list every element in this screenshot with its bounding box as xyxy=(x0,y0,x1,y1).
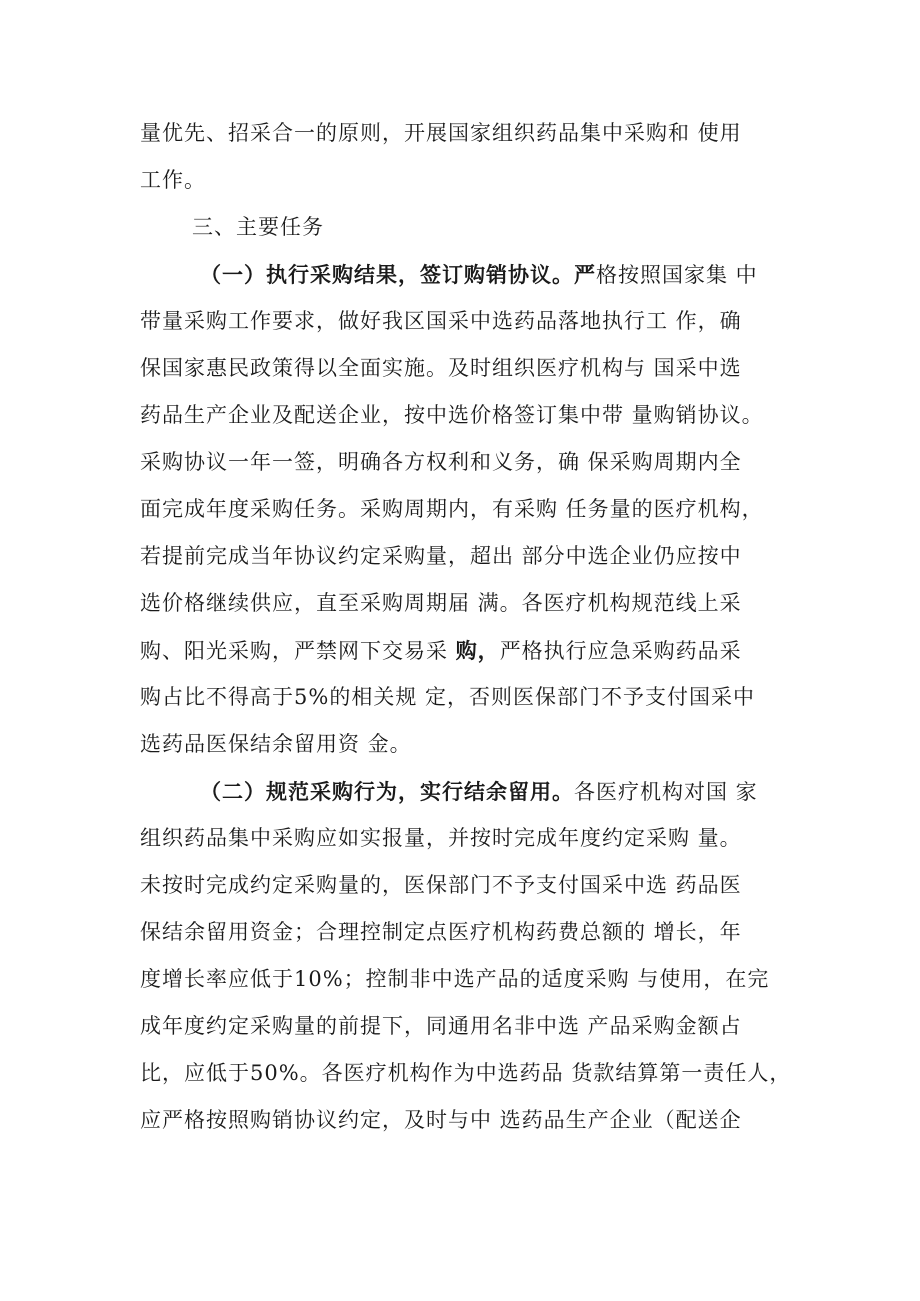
text-line xyxy=(140,627,790,674)
text-line: 药品生产企业及配送企业，按中选价格签订集中带 量购销协议。 xyxy=(140,403,764,427)
text-line: 面完成年度采购任务。采购周期内，有采购 任务量的医疗机构， xyxy=(140,497,764,521)
bold-fragment: 购， xyxy=(455,638,500,663)
subsection-heading-line xyxy=(140,768,790,815)
subsection-heading-line xyxy=(140,251,790,298)
text-fragment: 购、阳光采购，严禁网下交易采 xyxy=(140,639,456,663)
text-line: 比，应低于50%。各医疗机构作为中选药品 货款结算第一责任人， xyxy=(140,1061,792,1085)
text-line: 保国家惠民政策得以全面实施。及时组织医疗机构与 国采中选 xyxy=(140,356,742,380)
text-line: 采购协议一年一签，明确各方权利和义务，确 保采购周期内全 xyxy=(140,450,742,474)
text-fragment: 格按照国家集 中 xyxy=(596,263,758,287)
text-line: 未按时完成约定采购量的，医保部门不予支付国采中选 药品医 xyxy=(140,873,742,897)
subsection-title: （二）规范采购行为，实行结余留用。 xyxy=(200,779,574,804)
text-line: 应严格按照购销协议约定，及时与中 选药品生产企业（配送企 xyxy=(140,1108,742,1132)
text-line: 选价格继续供应，直至采购周期届 满。各医疗机构规范线上采 xyxy=(140,591,742,615)
text-line: 带量采购工作要求，做好我区国采中选药品落地执行工 作，确 xyxy=(140,309,742,333)
text-line: 度增长率应低于10%；控制非中选产品的适度采购 与使用，在完 xyxy=(140,967,770,991)
text-line: 若提前完成当年协议约定采购量，超出 部分中选企业仍应按中 xyxy=(140,544,742,568)
section-heading: 三、主要任务 xyxy=(192,215,324,239)
subsection-title: （一）执行采购结果，签订购销协议。严 xyxy=(200,262,596,287)
text-line: 工作。 xyxy=(140,168,206,192)
text-line: 量优先、招采合一的原则，开展国家组织药品集中采购和 使用 xyxy=(140,121,742,145)
text-line: 成年度约定采购量的前提下，同通用名非中选 产品采购金额占 xyxy=(140,1014,742,1038)
text-fragment: 严格执行应急采购药品采 xyxy=(499,639,742,663)
text-line: 保结余留用资金；合理控制定点医疗机构药费总额的 增长，年 xyxy=(140,920,742,944)
text-fragment: 各医疗机构对国 家 xyxy=(574,780,758,804)
text-line: 购占比不得高于5%的相关规 定，否则医保部门不予支付国采中 xyxy=(140,685,755,709)
text-line: 组织药品集中采购应如实报量，并按时完成年度约定采购 量。 xyxy=(140,826,742,850)
document-body xyxy=(140,110,790,1144)
text-line: 选药品医保结余留用资 金。 xyxy=(140,732,412,756)
